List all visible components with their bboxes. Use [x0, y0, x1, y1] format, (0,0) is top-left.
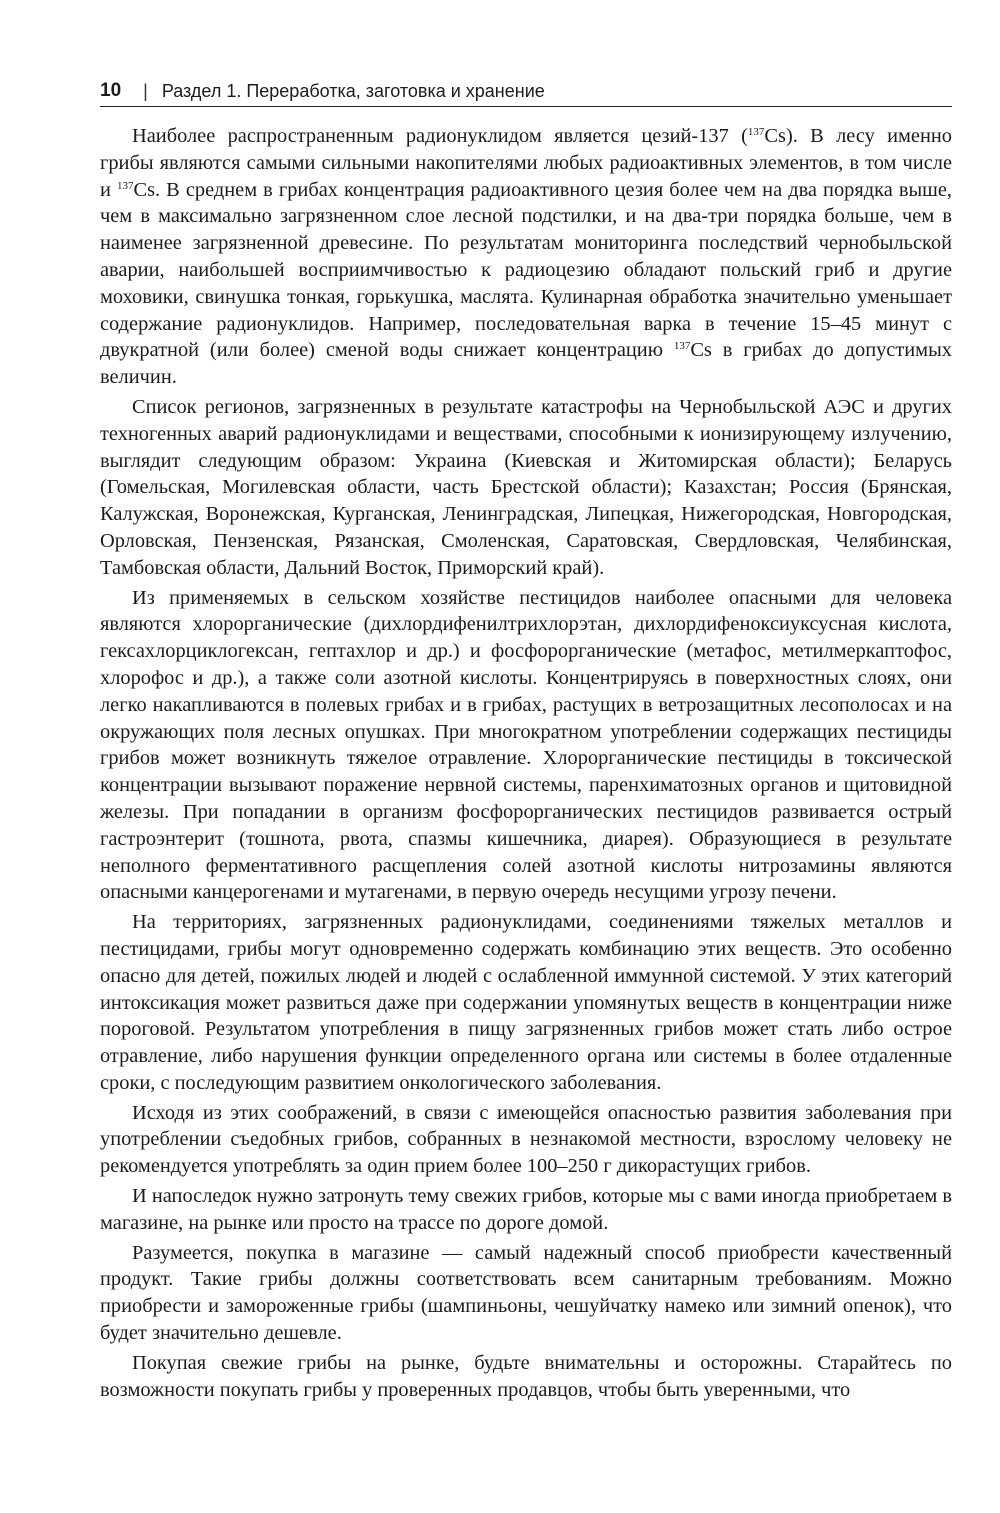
- paragraph-2: Список регионов, загрязненных в результате катастрофы на Чернобыльской АЭС и других техногенных аварий радионуклидами и веществами, способными к ионизирующему излучению, выглядит следующим образом: Украина (Киевская и Житомирская области); Беларусь (Гомельская, Могилевская области, часть Брестской области); Казахстан; Россия (Брянская, Калужская, Воронежская, Курганская, Ленинградская, Липецкая, Нижегородская, Новгородская, Орловская, Пензенская, Рязанская, Смоленская, Саратовская, Свердловская, Челябинская, Тамбовская области, Дальний Восток, Приморский край).: [100, 395, 952, 579]
- paragraph-7: Разумеется, покупка в магазине — самый надежный способ приобрести качественный продукт. Такие грибы должны соответствовать всем санитарным требованиям. Можно приобрести и замороженные грибы (шампиньоны, чешуйчатку намеко или зимний опенок), что будет значительно дешевле.: [100, 1241, 952, 1345]
- paragraph-3: Из применяемых в сельском хозяйстве пестицидов наиболее опасными для человека являются хлорорганические (дихлордифенилтрихлорэтан, дихлордифеноксиуксусная кислота, гексахлорциклогексан, гептахлор и др.) и фосфорорганические (метафос, метилмеркаптофос, хлорофос и др.), а также соли азотной кислоты. Концентрируясь в поверхностных слоях, они легко накапливаются в полевых грибах и в грибах, растущих в ветрозащитных лесополосах и на окружающих поля лесных опушках. При многократном употреблении содержащих пестициды грибов может возникнуть тяжелое отравление. Хлорорганические пестициды в токсической концентрации вызывают поражение нервной системы, паренхиматозных органов и щитовидной железы. При попадании в организм фосфорорганических пестицидов развивается острый гастроэнтерит (тошнота, рвота, спазмы кишечника, диарея). Образующиеся в результате неполного ферментативного расщепления солей азотной кислоты нитрозамины являются опасными канцерогенами и мутагенами, в первую очередь несущими угрозу печени.: [100, 586, 952, 904]
- superscript-isotope: 137: [673, 340, 691, 353]
- running-header: [100, 76, 952, 107]
- paragraph-5: Исходя из этих соображений, в связи с имеющейся опасностью развития заболевания при употреблении съедобных грибов, собранных в незнакомой местности, взрослому человеку не рекомендуется употреблять за один прием более 100–250 г дикорастущих грибов.: [100, 1101, 952, 1178]
- superscript-isotope: 137: [116, 179, 134, 192]
- body-text: [100, 123, 952, 1406]
- header-divider: |: [143, 80, 148, 101]
- paragraph-6: И напоследок нужно затронуть тему свежих грибов, которые мы с вами иногда приобретаем в магазине, на рынке или просто на трассе по дороге домой.: [100, 1185, 952, 1234]
- superscript-isotope: 137: [747, 126, 765, 138]
- paragraph-1: Наиболее распространенным радионуклидом является цезий-137 ($^{137}$Cs). В лесу именно грибы являются самыми сильными накопителями любых радиоактивных элементов, в том числе и $^{137}$Cs. В среднем в грибах концентрация радиоактивного цезия более чем на два порядка выше, чем в максимально загрязненном слое лесной подстилки, и на два-три порядка больше, чем в наименее загрязненной древесине. По результатам мониторинга последствий чернобыльской аварии, наибольшей восприимчивостью к радиоцезию обладают польский гриб и другие моховики, свинушка тонкая, горькушка, маслята. Кулинарная обработка значительно уменьшает содержание радионуклидов. Например, последовательная варка в течение 15–45 минут с двукратной (или более) сменой воды снижает концентрацию $^{137}$Cs в грибах до допустимых величин.: [100, 125, 952, 389]
- paragraph-8: Покупая свежие грибы на рынке, будьте внимательны и осторожны. Старайтесь по возможности покупать грибы у проверенных продавцов, чтобы быть уверенными, что: [100, 1351, 952, 1401]
- section-title: Раздел 1. Переработка, заготовка и хранение: [161, 80, 545, 101]
- paragraph-4: На территориях, загрязненных радионуклидами, соединениями тяжелых металлов и пестицидами, грибы могут одновременно содержать комбинацию этих веществ. Это особенно опасно для детей, пожилых людей и людей с ослабленной иммунной системой. У этих категорий интоксикация может развиться даже при содержании упомянутых веществ в концентрации ниже пороговой. Результатом употребления в пищу загрязненных грибов может стать либо острое отравление, либо нарушения функции определенного органа или системы в более отдаленные сроки, с последующим развитием онкологического заболевания.: [100, 911, 952, 1094]
- page-number: 10: [100, 80, 122, 101]
